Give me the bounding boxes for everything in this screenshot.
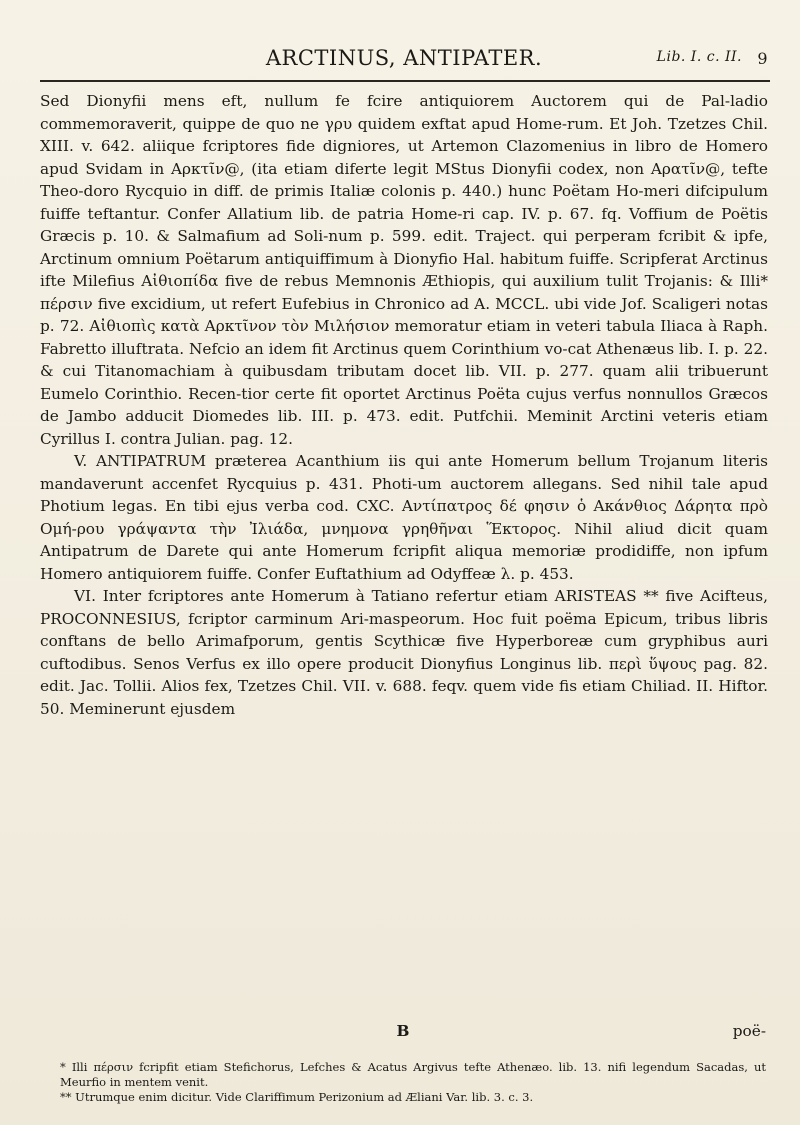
running-title: ARCTINUS, ANTIPATER.: [265, 46, 543, 70]
paragraph-aristeas: VI. Inter fcriptores ante Homerum à Tatiano refertur etiam ARISTEAS ** five Acifteus, PROCONNESIUS, fcriptor carminum Ari-maspeorum. Hoc fuit poëma Epicum, tribus libris conftans de bello Arimafporum, gentis Scythicæ five Hyperboreæ cum gryphibus auri cuftodibus. Senos Verfus ex illo opere producit Dionyfius Longinus lib. περὶ ὕψους pag. 82. edit. Jac. Tollii. Alios fex, Tzetzes Chil. VII. v. 688. feqv. quem vide fis etiam Chiliad. II. Hiftor. 50. Meminerunt ejusdem: [40, 587, 768, 718]
main-text: [40, 90, 768, 720]
footnotes: [60, 1060, 766, 1105]
signature-mark: B: [396, 1022, 410, 1040]
header-rule: [40, 80, 770, 82]
page-number: 9: [757, 49, 768, 68]
signature-line: [40, 1022, 766, 1044]
footnote-2: ** Utrumque enim dicitur. Vide Clariffimum Perizonium ad Æliani Var. lib. 3. c. 3.: [60, 1090, 534, 1104]
chapter-reference: Lib. I. c. II.: [656, 49, 742, 65]
paragraph-arctinus: Sed Dionyfii mens eft, nullum fe fcire antiquiorem Auctorem qui de Pal-ladio commemoraverit, quippe de quo ne γρυ quidem exftat apud Home-rum. Et Joh. Tzetzes Chil. XIII. v. 642. aliique fcriptores fide digniores, ut Artemon Clazomenius in libro de Homero apud Svidam in Αρκτῖν@, (ita etiam diferte legit MStus Dionyfii codex, non Αρατῖν@, tefte Theo-doro Rycquio in diff. de primis Italiæ colonis p. 440.) hunc Poëtam Ho-meri difcipulum fuiffe teftantur. Confer Allatium lib. de patria Home-ri cap. IV. p. 67. fq. Voffium de Poëtis Græcis p. 10. & Salmafium ad Soli-num p. 599. edit. Traject. qui perperam fcribit & ipfe, Arctinum omnium Poëtarum antiquiffimum à Dionyfio Hal. habitum fuiffe. Scripferat Arctinus ifte Milefius Αἰθιοπίδα five de rebus Memnonis Æthiopis, qui auxilium tulit Trojanis: & Illi* πέρσιν five excidium, ut refert Eufebius in Chronico ad A. MCCL. ubi vide Jof. Scaligeri notas p. 72. Αἰθιοπὶς κατὰ Αρκτῖνον τὸν Μιλήσιον memoratur etiam in veteri tabula Iliaca à Raph. Fabretto illuftrata. Nefcio an idem fit Arctinus quem Corinthium vo-cat Athenæus lib. I. p. 22. & cui Titanomachiam à quibusdam tributam docet lib. VII. p. 277. quam alii tribuerunt Eumelo Corinthio. Recen-tior certe fit oportet Arctinus Poëta cujus verfus nonnullos Græcos de Jambo adducit Diomedes lib. III. p. 473. edit. Putfchii. Meminit Arctini veteris etiam Cyrillus I. contra Julian. pag. 12.: [40, 92, 768, 448]
catchword: poë-: [732, 1022, 766, 1040]
running-header: [40, 46, 768, 76]
paragraph-antipater: V. ANTIPATRUM præterea Acanthium iis qui ante Homerum bellum Trojanum literis mandaverunt accenfet Rycquius p. 431. Photi-um auctorem allegans. Sed nihil tale apud Photium legas. En tibi ejus verba cod. CXC. Αντίπατρος δέ φησιν ὁ Ακάνθιος Δάρητα πρὸ Ομή-ρου γράψαντα τὴν Ἰλιάδα, μνημονα γρηθῆναι Ἕκτορος. Nihil aliud dicit quam Antipatrum de Darete qui ante Homerum fcripfit aliqua memoriæ prodidiffe, non ipfum Homero antiquiorem fuiffe. Confer Euftathium ad Odyffeæ λ. p. 453.: [40, 452, 768, 583]
footnote-1: * Illi πέρσιν fcripfit etiam Stefichorus, Lefches & Acatus Argivus tefte Athenæo. lib. 13. nifi legendum Sacadas, ut Meurfio in mentem venit.: [60, 1060, 766, 1089]
